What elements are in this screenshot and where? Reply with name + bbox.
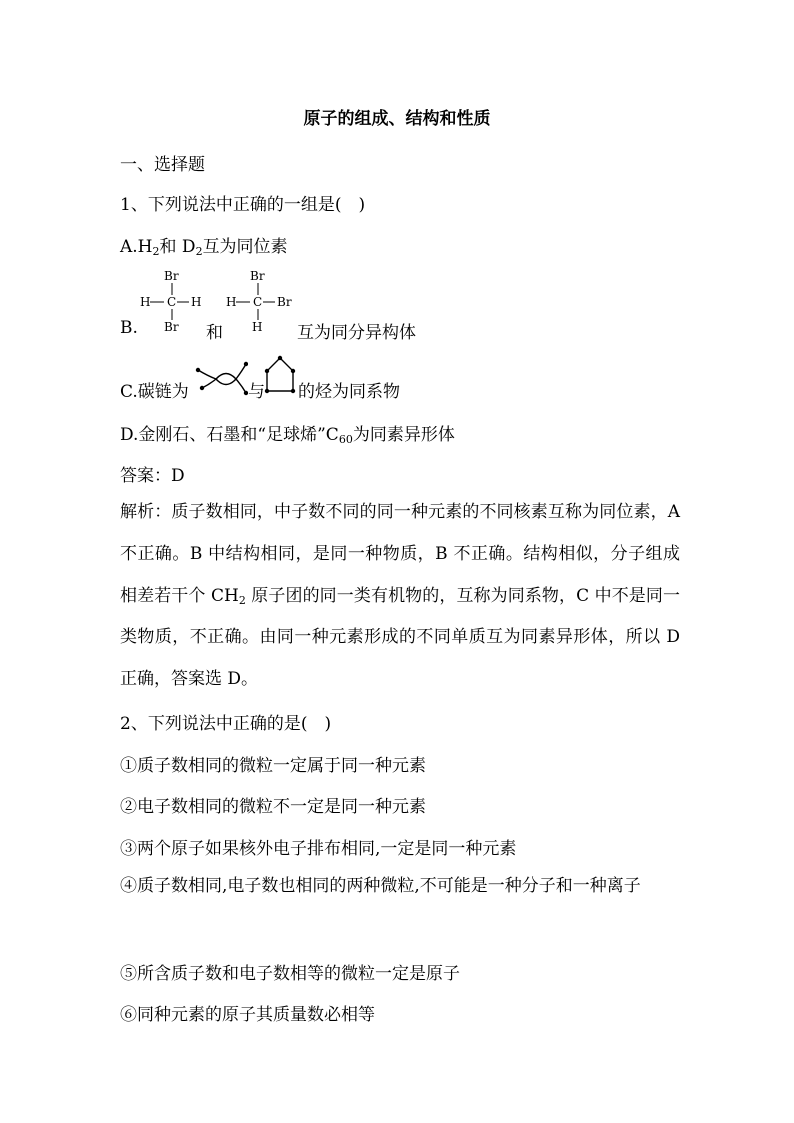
section-heading: 一、选择题 — [120, 155, 205, 175]
q2-statement-2: ②电子数相同的微粒不一定是同一种元素 — [120, 797, 426, 817]
page-title: 原子的组成、结构和性质 — [303, 109, 491, 129]
mol2-right: Br — [277, 295, 292, 309]
option-b-prefix: B. — [120, 318, 138, 338]
option-a-sub1: 2 — [152, 245, 160, 258]
q2-statement-4: ④质子数相同,电子数也相同的两种微粒,不可能是一种分子和一种离子 — [120, 876, 641, 896]
question-2-stem: 2、下列说法中正确的是( ) — [120, 714, 332, 734]
q2-statement-1: ①质子数相同的微粒一定属于同一种元素 — [120, 756, 426, 776]
option-d-prefix: D.金刚石、石墨和“足球烯”C — [120, 425, 339, 445]
option-a-mid: 和 D — [159, 237, 196, 257]
q2-statement-3: ③两个原子如果核外电子排布相同,一定是同一种元素 — [120, 839, 517, 859]
carbon-chain-drawing-1 — [192, 358, 248, 402]
analysis-1-sub: 2 — [238, 593, 246, 607]
option-a — [120, 232, 288, 257]
carbon-chain-drawing-2 — [262, 354, 298, 400]
option-d-suffix: 为同素异形体 — [352, 425, 455, 445]
option-a-sub2: 2 — [195, 245, 203, 258]
analysis-1-part1: 解析：质子数相同，中子数不同的同一种元素的不同核素互称为同位素，A 不正确。B 中结构相同，是同一种物质，B 不正确。结构相似，分子组成相差若干个 CH — [120, 502, 680, 606]
structural-formula-1 — [138, 266, 208, 340]
q2-statement-5: ⑤所含质子数和电子数相等的微粒一定是原子 — [120, 964, 460, 984]
mol1-top: Br — [164, 269, 179, 283]
answer-1: 答案：D — [120, 466, 185, 486]
mol2-top: Br — [250, 269, 265, 283]
q2-statement-6: ⑥同种元素的原子其质量数必相等 — [120, 1005, 375, 1025]
mol1-left: H — [140, 295, 151, 309]
structural-formula-2 — [224, 266, 304, 340]
question-1-stem: 1、下列说法中正确的一组是( ) — [120, 195, 366, 215]
option-b-suffix: 互为同分异构体 — [297, 323, 416, 343]
mol2-left: H — [226, 295, 237, 309]
mol1-center: C — [167, 295, 177, 309]
option-d — [120, 420, 455, 445]
option-c-mid: 与 — [248, 382, 265, 402]
mol2-bottom: H — [252, 320, 263, 334]
mol1-bottom: Br — [164, 320, 179, 334]
option-a-prefix: A.H — [120, 237, 153, 257]
analysis-1-part2: 原子团的同一类有机物的，互称为同系物，C 中不是同一类物质，不正确。由同一种元素形成的不同单质互为同素异形体，所以 D 正确，答案选 D。 — [120, 585, 680, 690]
option-d-sub: 60 — [338, 433, 353, 446]
option-b-and: 和 — [206, 323, 223, 343]
option-c-prefix: C.碳链为 — [120, 382, 189, 402]
option-c-suffix: 的烃为同系物 — [298, 382, 400, 402]
mol1-right: H — [191, 295, 202, 309]
mol2-center: C — [253, 295, 263, 309]
analysis-1 — [120, 492, 680, 701]
option-a-suffix: 互为同位素 — [202, 237, 288, 257]
